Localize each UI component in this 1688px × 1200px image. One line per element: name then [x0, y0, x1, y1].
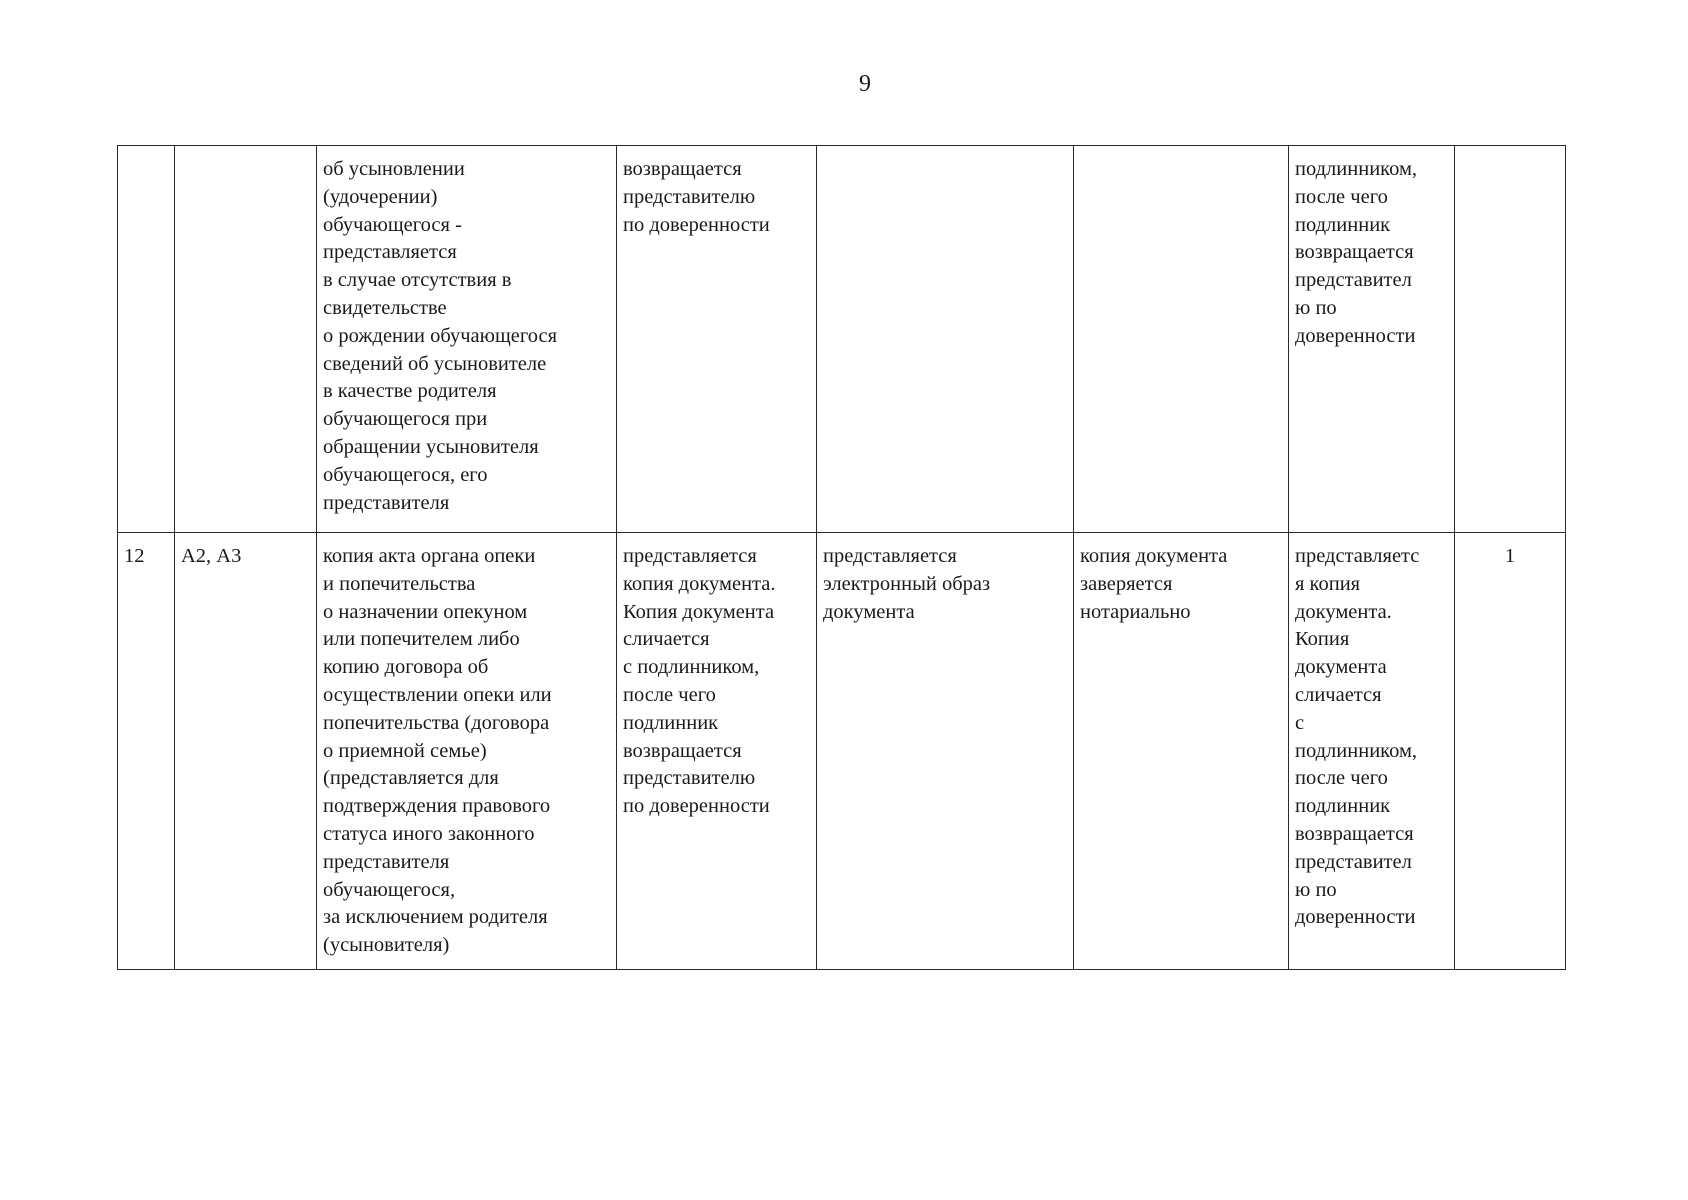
table-row: [118, 533, 1566, 970]
personal-submission-cell: представляется копия документа. Копия документа сличается с подлинником, после чего подлинник возвращается представителю по доверенности: [617, 533, 817, 970]
page-number: 9: [859, 71, 871, 97]
mail-submission-cell: копия документа заверяется нотариально: [1074, 533, 1289, 970]
document-table: [117, 145, 1566, 970]
electronic-submission-cell: представляется электронный образ документа: [817, 533, 1074, 970]
code-cell: А2, А3: [175, 533, 317, 970]
document-name-cell: об усыновлении (удочерении) обучающегося - представляется в случае отсутствия в свидетельстве о рождении обучающегося сведений об усыновителе в качестве родителя обучающегося при обращении усыновителя обучающегося, его представителя: [317, 146, 617, 533]
mail-submission-cell: [1074, 146, 1289, 533]
document-name-cell: копия акта органа опеки и попечительства о назначении опекуном или попечителем либо копию договора об осуществлении опеки или попечительства (договора о приемной семье) (представляется для подтверждения правового статуса иного законного представителя обучающегося, за исключением родителя (усыновителя): [317, 533, 617, 970]
count-cell: 1: [1455, 533, 1566, 970]
electronic-submission-cell: [817, 146, 1074, 533]
mfc-submission-cell: подлинником, после чего подлинник возвращается представител ю по доверенности: [1289, 146, 1455, 533]
code-cell: [175, 146, 317, 533]
count-cell: [1455, 146, 1566, 533]
row-number-cell: 12: [118, 533, 175, 970]
row-number-cell: [118, 146, 175, 533]
table-row: [118, 146, 1566, 533]
mfc-submission-cell: представляетс я копия документа. Копия документа сличается с подлинником, после чего подлинник возвращается представител ю по доверенности: [1289, 533, 1455, 970]
personal-submission-cell: возвращается представителю по доверенности: [617, 146, 817, 533]
